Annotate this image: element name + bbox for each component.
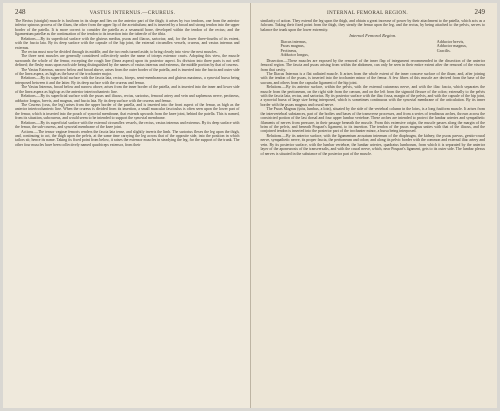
list-item: Adductor longus, [280,52,309,58]
list-item: Adductor brevis, [436,38,465,44]
muscle-list-right [437,40,467,58]
paragraph: Relations.—By its superficial surface with the psoas and iliacus, rectus, sartorius, femoral artery and vein and saphenous nerve, pectineus, adductor longus, brevis, and magnus, and fascia lata. By its deep surface with the crureus and femur. [15,94,240,103]
paragraph: Dissection.—These muscles are exposed by the removal of the inner flap of integument recommended in the dissection of the anterior femoral region. The fascia and psoas arising from within the abdomen, can only be seen in their entire extent after the removal of the viscera from that cavity. [260,58,485,72]
paragraph: similarity of action. They extend the leg upon the thigh, and obtain a great increase of power by their attachment to the patella, which acts as a fulcrum. Taking their fixed point from the thigh, they steady the femur upon the leg, and the rectus, by being attached to the pelvis, serves to balance the trunk upon the lower extremity. [260,19,485,32]
paragraph: Relations.—By its superficial surface with the external circumflex vessels, the rectus, vastus internus and externus. By its deep surface with the femur, the sub-crureus, and synovial membrane of the knee joint. [15,120,240,130]
page-number: 249 [474,8,485,16]
muscle-list-left [281,40,309,58]
left-page [3,3,250,408]
page-number: 248 [15,8,26,16]
paragraph: Relations.—By its superficial surface with the gluteus medius, psoas and iliacus, sartorius; and, for the lower three-fourths of its extent, with the fascia lata. By its deep surface with the capsule of the hip joint, the external circumflex vessels, crureus, and vastus internus and externus. [15,36,240,50]
muscle-list [261,40,486,59]
right-page [251,3,498,408]
paragraph: The Iliacus Internus is a flat radiated muscle. It arises from the whole extent of the inner concave surface of the ilium; and, after joining with the tendon of the psoas, is inserted into the trochanter minor of the femur. A few fibres of this muscle are derived from the base of the sacrum, and others from the capsular ligament of the hip joint. [260,71,485,85]
paragraph: The Vastus Externus, narrow below and broad above, arises from the outer border of the patella, and is inserted into the fascia and outer side of the linea aspera, as high as the base of the trochanter major. [15,67,240,77]
running-head-right [261,8,486,16]
paragraph: The rectus must now be divided through its middle, and the two ends turned aside, to bring clearly into view the next muscles. [21,49,218,54]
paragraph: The Rectus (straight) muscle is fusiform in its shape and lies on the anterior part of the thigh; it arises by two tendons, one from the anterior inferior spinous process of the ilium, the other from the upper lip of the acetabulum; and is inserted by a broad and strong tendon into the upper border of the patella. It is more correct to consider the patella as a sesamoid bone, developed within the tendon of the rectus; and the ligamentum patellæ as the continuation of the tendon to its insertion into the tubercle of the tibia. [15,19,240,37]
list-item: Gracilis. [436,47,451,53]
section-subheading: Internal Femoral Region. [349,33,397,39]
paragraph: Relations.—By its anterior surface, with the ligamentum arcuatum internum of the diaphragm, the kidney, the psoas parvus, genito-crural nerve, sympathetic nerve, its proper fascia, the peritoneum and colon; and along its pelvic border with the common and external iliac artery and vein. By its posterior surface, with the lumbar vertebræ, the lumbar arteries, quadratus lumborum, from which it is separated by the anterior layer of the aponeurosis of the transversalis, and with the crural nerve, which, near Poupart's ligament, gets to its outer side. The lumbar plexus of nerves is situated in the substance of the posterior part of the muscle. [260,133,485,156]
list-item: Pectineus, [280,47,298,53]
paragraph: The Vastus Internus, broad below and narrow above, arises from the inner border of the patella, and is inserted into the inner and lower side of the linea aspera as high up as the anterior intertrochanteric line. [15,85,240,94]
list-item: Iliacus internus, [280,38,307,44]
running-head-title: INTERNAL FEMORAL REGION. [326,10,409,16]
paragraph: Relations.—By its superficial surface with the fascia lata, rectus, biceps, semi-membranosus and gluteus maximus, a synovial bursa being interposed between it and the latter. By its deep surface with the crureus and femur. [15,76,240,85]
running-head-title: VASTUS INTERNUS.—CRUREUS. [89,10,176,16]
running-head-left [15,8,240,16]
paragraph: The Psoas Magnus (ψόα, lumbus, a loin), situated by the side of the vertebral column in the loins, is a long fusiform muscle. It arises from the intervertebral substances, part of the bodies and bases of the transverse processes, and from a series of tendinous arches, thrown across the constricted portion of the last dorsal and four upper lumbar vertebræ. These arches are intended to protect the lumbar arteries and sympathetic filaments of nerves from pressure, in their passage beneath the muscle. From this extensive origin, the muscle passes along the margin of the brim of the pelvis, and beneath Poupart's ligament, to its insertion. The tendon of the psoas magnus unites with that of the iliacus, and the conjoined tendon is inserted into the posterior part of the trochanter minor, a bursa being interposed. [260,107,485,134]
paragraph: The three next muscles are generally considered collectively under the name of triceps extensor cruris. Adopting this view, the muscle surrounds the whole of the femur, excepting the rough line (linea aspera) upon its posterior aspect. Its division into three parts is not well defined; the fleshy mass upon each side being distinguished by the names of vastus internus and externus, the middle portion by that of crureus. [15,54,240,68]
book-spread [3,3,497,408]
right-page-body [261,19,486,156]
list-item: Adductor magnus, [436,43,467,49]
paragraph: Actions.—The tensor vaginæ femoris renders the fascia lata tense, and slightly inverts the limb. The sartorius flexes the leg upon the thigh, and, continuing to act, the thigh upon the pelvis, at the same time carrying the leg across that of the opposite side, into the position in which tailors sit; hence its name. Taking its fixed point from below, it raises the extensor muscles in steadying the leg, for the support of the trunk. The other four muscles have been collectively named quadriceps extensor, from their [15,129,240,147]
list-item: Psoas magnus, [280,43,305,49]
paragraph: The Crureus (crus, the leg) arises from the upper border of the patella, and is inserted into the front aspect of the femur, as high as the anterior intertrochanteric line. When the crureus is divided from its insertion, a small muscular fasciculus is often seen upon the lower part of the femur, which is inserted into the pouch of synovial membrane, that extends upwards from the knee joint, behind the patella. This is named, from its situation, subcrureus, and would seem to be intended to support the synovial membrane. [15,103,240,121]
left-page-body [15,19,240,147]
paragraph: Relations.—By its anterior surface, within the pelvis, with the external cutaneous nerve, and with the iliac fascia, which separates the muscle from the peritoneum, on the right side from the cæcum, and on the left from the sigmoid flexure of the colon; externally to the pelvis with the fascia lata, rectus, and sartorius. By its posterior surface with the iliac fossa, margin of the pelvis, and with the capsule of the hip joint, a synovial bursa of large size being interposed, which is sometimes continuous with the synovial membrane of the articulation. By its inner border with the psoas magnus and crural nerve. [260,85,485,107]
